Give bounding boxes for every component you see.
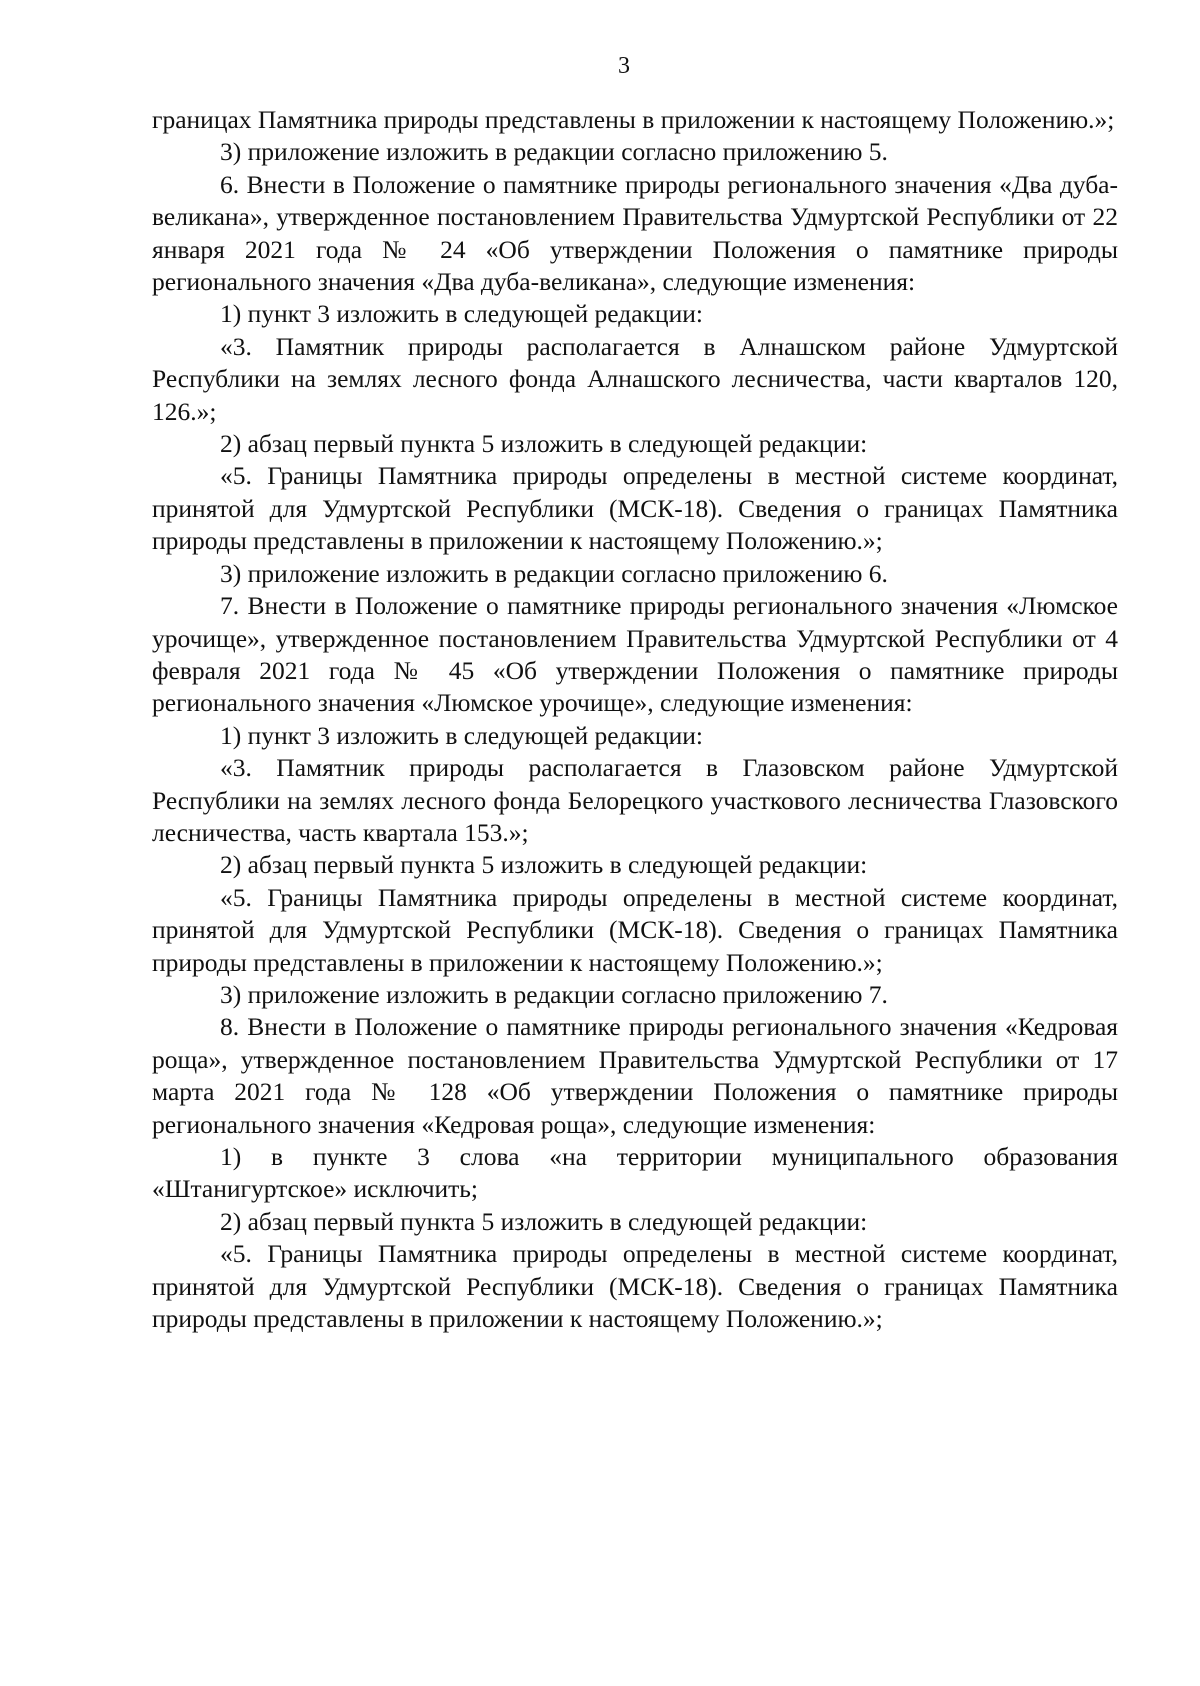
- page-number: 3: [618, 53, 630, 79]
- paragraph: 6. Внести в Положение о памятнике природы регионального значения «Два дуба-великана», утвержденное постановлением Правительства Удмуртской Республики от 22 января 2021 года № 24 «Об утверждении Положения о памятнике природы регионального значения «Два дуба-великана», следующие изменения:: [152, 169, 1118, 297]
- paragraph: 3) приложение изложить в редакции согласно приложению 5.: [220, 137, 888, 167]
- paragraph: «3. Памятник природы располагается в Алнашском районе Удмуртской Республики на землях лесного фонда Алнашского лесничества, части кварталов 120, 126.»;: [152, 331, 1118, 426]
- paragraph: 3) приложение изложить в редакции согласно приложению 6.: [220, 558, 888, 588]
- paragraph: «5. Границы Памятника природы определены в местной системе координат, принятой для Удмуртской Республики (МСК-18). Сведения о границах Памятника природы представлены в приложении к настоящему Положению.»;: [152, 461, 1118, 556]
- paragraph: 1) в пункте 3 слова «на территории муниципального образования «Штанигуртское» исключить;: [152, 1142, 1118, 1204]
- paragraph: 7. Внести в Положение о памятнике природы регионального значения «Люмское урочище», утвержденное постановлением Правительства Удмуртской Республики от 4 февраля 2021 года № 45 «Об утверждении Положения о памятнике природы регионального значения «Люмское урочище», следующие изменения:: [152, 591, 1118, 718]
- paragraph: 1) пункт 3 изложить в следующей редакции:: [220, 299, 703, 329]
- paragraph: «5. Границы Памятника природы определены в местной системе координат, принятой для Удмуртской Республики (МСК-18). Сведения о границах Памятника природы представлены в приложении к настоящему Положению.»;: [152, 1239, 1118, 1334]
- paragraph: 2) абзац первый пункта 5 изложить в следующей редакции:: [220, 1206, 868, 1236]
- paragraph: границах Памятника природы представлены в приложении к настоящему Положению.»;: [152, 105, 1115, 134]
- document-body: [152, 104, 1118, 1335]
- paragraph: 3) приложение изложить в редакции согласно приложению 7.: [220, 979, 888, 1009]
- paragraph: 8. Внести в Положение о памятнике природы регионального значения «Кедровая роща», утвержденное постановлением Правительства Удмуртской Республики от 17 марта 2021 года № 128 «Об утверждении Положения о памятнике природы регионального значения «Кедровая роща», следующие изменения:: [152, 1012, 1118, 1139]
- paragraph: 1) пункт 3 изложить в следующей редакции:: [220, 720, 703, 750]
- paragraph: 2) абзац первый пункта 5 изложить в следующей редакции:: [220, 850, 868, 880]
- paragraph: «5. Границы Памятника природы определены в местной системе координат, принятой для Удмуртской Республики (МСК-18). Сведения о границах Памятника природы представлены в приложении к настоящему Положению.»;: [152, 882, 1118, 977]
- paragraph: «3. Памятник природы располагается в Глазовском районе Удмуртской Республики на землях лесного фонда Белорецкого участкового лесничества Глазовского лесничества, часть квартала 153.»;: [152, 753, 1118, 847]
- paragraph: 2) абзац первый пункта 5 изложить в следующей редакции:: [220, 429, 868, 459]
